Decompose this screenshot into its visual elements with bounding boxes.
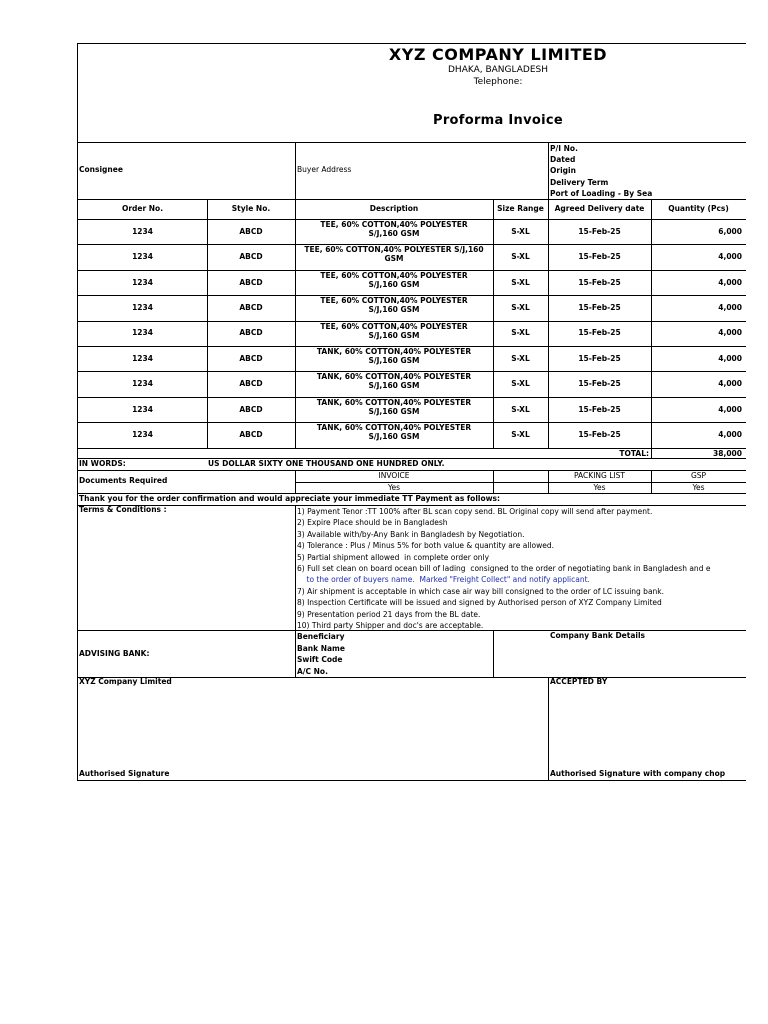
pi-field: P/I No. <box>550 144 578 153</box>
terms-line: 10) Third party Shipper and doc's are acceptable. <box>297 621 484 631</box>
doc-packing-list: PACKING LIST <box>574 471 625 480</box>
pi-field: Delivery Term <box>550 177 609 187</box>
thanks-text: Thank you for the order confirmation and would appreciate your immediate TT Payment as follows: <box>79 494 501 503</box>
bank-field: A/C No. <box>297 666 328 676</box>
cell-delivery-date: 15-Feb-25 <box>578 302 621 312</box>
terms-label: Terms & Conditions : <box>79 505 167 514</box>
company-location: DHAKA, BANGLADESH <box>448 65 548 75</box>
cell-description-line1: TANK, 60% COTTON,40% POLYESTER <box>316 372 472 382</box>
cell-description-line1: TEE, 60% COTTON,40% POLYESTER S/J,160 <box>304 245 484 255</box>
cell-quantity: 4,000 <box>718 277 742 287</box>
total-value: 38,000 <box>713 448 742 458</box>
column-header: Size Range <box>497 204 544 213</box>
cell-description-line1: TANK, 60% COTTON,40% POLYESTER <box>316 397 472 407</box>
cell-description-line1: TANK, 60% COTTON,40% POLYESTER <box>316 423 472 433</box>
cell-description-line2: S/J,160 GSM <box>368 279 420 289</box>
cell-size-range: S-XL <box>511 277 530 287</box>
cell-size-range: S-XL <box>511 429 530 439</box>
terms-line: 9) Presentation period 21 days from the BL date. <box>297 609 481 619</box>
cell-delivery-date: 15-Feb-25 <box>578 226 621 236</box>
terms-line: 8) Inspection Certificate will be issued and signed by Authorised person of XYZ Company Limited <box>297 598 662 608</box>
proforma-invoice-sheet <box>77 43 746 781</box>
cell-order-no: 1234 <box>132 353 153 363</box>
doc-gsp: GSP <box>690 471 707 480</box>
cell-order-no: 1234 <box>132 252 153 262</box>
doc-packing-list-value: Yes <box>593 483 606 492</box>
cell-delivery-date: 15-Feb-25 <box>578 353 621 363</box>
cell-description-line1: TEE, 60% COTTON,40% POLYESTER <box>320 220 468 229</box>
cell-style-no: ABCD <box>239 404 263 414</box>
consignee-label: Consignee <box>79 165 123 174</box>
bank-field: Bank Name <box>297 643 345 653</box>
cell-description-line2: S/J,160 GSM <box>368 305 420 315</box>
pi-field: Port of Loading - By Sea <box>550 188 653 198</box>
in-words-label: IN WORDS: <box>79 459 126 468</box>
bank-field: Swift Code <box>297 655 343 664</box>
pi-field: Origin <box>550 166 576 176</box>
doc-invoice-value: Yes <box>387 483 401 492</box>
cell-quantity: 4,000 <box>718 302 742 312</box>
cell-description-line2: S/J,160 GSM <box>368 330 420 340</box>
page-title: Proforma Invoice <box>433 113 563 128</box>
cell-description-line2: S/J,160 GSM <box>368 229 420 238</box>
cell-size-range: S-XL <box>511 226 530 236</box>
terms-line: 2) Expire Place should be in Bangladesh <box>297 518 448 528</box>
cell-description-line1: TANK, 60% COTTON,40% POLYESTER <box>316 347 472 356</box>
terms-line: to the order of buyers name. Marked "Freight Collect" and notify applicant. <box>297 575 590 585</box>
doc-gsp-value: Yes <box>692 483 705 492</box>
terms-line: 7) Air shipment is acceptable in which case air way bill consigned to the order of LC issuing bank. <box>297 586 665 596</box>
cell-quantity: 4,000 <box>718 353 742 363</box>
company-bank-details: Company Bank Details <box>550 631 646 640</box>
cell-style-no: ABCD <box>239 252 263 262</box>
cell-style-no: ABCD <box>239 429 263 439</box>
cell-delivery-date: 15-Feb-25 <box>578 404 621 414</box>
cell-delivery-date: 15-Feb-25 <box>578 328 621 338</box>
cell-delivery-date: 15-Feb-25 <box>578 429 621 439</box>
doc-invoice: INVOICE <box>378 471 410 480</box>
cell-style-no: ABCD <box>239 226 263 236</box>
terms-line: 3) Available with/by-Any Bank in Bangladesh by Negotiation. <box>297 529 525 539</box>
cell-order-no: 1234 <box>132 328 153 338</box>
column-header: Quantity (Pcs) <box>668 204 729 213</box>
cell-delivery-date: 15-Feb-25 <box>578 379 621 389</box>
cell-size-range: S-XL <box>511 379 530 389</box>
accepted-by: ACCEPTED BY <box>550 677 608 686</box>
company-name: XYZ COMPANY LIMITED <box>388 45 608 64</box>
cell-description-line2: S/J,160 GSM <box>368 356 420 365</box>
documents-label: Documents Required <box>79 476 168 485</box>
beneficiary-details <box>297 631 345 677</box>
company-telephone: Telephone: <box>473 77 523 87</box>
cell-description-line2: S/J,160 GSM <box>368 406 420 416</box>
cell-quantity: 4,000 <box>718 379 742 389</box>
cell-order-no: 1234 <box>132 404 153 414</box>
authorised-signature: Authorised Signature <box>79 769 170 778</box>
terms-line: 6) Full set clean on board ocean bill of lading consigned to the order of negotiating bank in Bangladesh and e <box>297 564 711 574</box>
cell-order-no: 1234 <box>132 379 153 389</box>
cell-style-no: ABCD <box>239 277 263 287</box>
authorised-signature-chop: Authorised Signature with company chop <box>550 769 726 778</box>
cell-quantity: 6,000 <box>718 226 742 236</box>
bank-field: Beneficiary <box>297 632 345 641</box>
cell-delivery-date: 15-Feb-25 <box>578 252 621 262</box>
cell-quantity: 4,000 <box>718 328 742 338</box>
terms-line: 1) Payment Tenor :TT 100% after BL scan copy send. BL Original copy will send after payment. <box>297 507 653 516</box>
cell-delivery-date: 15-Feb-25 <box>578 277 621 287</box>
cell-size-range: S-XL <box>511 252 530 262</box>
cell-order-no: 1234 <box>132 302 153 312</box>
signature-company: XYZ Company Limited <box>79 677 172 686</box>
column-header: Description <box>369 204 419 213</box>
pi-field: Dated <box>550 155 576 165</box>
cell-description-line1: TEE, 60% COTTON,40% POLYESTER <box>320 296 468 306</box>
terms-list <box>297 506 746 631</box>
pi-details <box>550 143 652 199</box>
cell-description-line1: TEE, 60% COTTON,40% POLYESTER <box>320 321 468 331</box>
cell-order-no: 1234 <box>132 226 153 236</box>
terms-line: 5) Partial shipment allowed in complete order only <box>297 552 490 562</box>
cell-quantity: 4,000 <box>718 429 742 439</box>
cell-style-no: ABCD <box>239 379 263 389</box>
cell-size-range: S-XL <box>511 302 530 312</box>
cell-size-range: S-XL <box>511 404 530 414</box>
advising-bank-label: ADVISING BANK: <box>79 649 150 658</box>
cell-size-range: S-XL <box>511 353 530 363</box>
cell-quantity: 4,000 <box>718 404 742 414</box>
terms-line: 4) Tolerance : Plus / Minus 5% for both value & quantity are allowed. <box>297 541 554 551</box>
cell-description-line2: GSM <box>384 254 404 264</box>
column-header: Agreed Delivery date <box>554 204 645 213</box>
column-header: Style No. <box>231 204 271 213</box>
cell-order-no: 1234 <box>132 277 153 287</box>
cell-description-line2: S/J,160 GSM <box>368 432 420 442</box>
cell-style-no: ABCD <box>239 353 263 363</box>
cell-style-no: ABCD <box>239 302 263 312</box>
cell-description-line1: TEE, 60% COTTON,40% POLYESTER <box>320 270 468 280</box>
cell-size-range: S-XL <box>511 328 530 338</box>
total-label: TOTAL: <box>619 448 649 458</box>
cell-quantity: 4,000 <box>718 252 742 262</box>
cell-order-no: 1234 <box>132 429 153 439</box>
column-header: Order No. <box>121 204 164 213</box>
in-words-text: US DOLLAR SIXTY ONE THOUSAND ONE HUNDRED ONLY. <box>208 459 445 468</box>
cell-description-line2: S/J,160 GSM <box>368 381 420 391</box>
buyer-address: Buyer Address <box>297 165 352 174</box>
cell-style-no: ABCD <box>239 328 263 338</box>
